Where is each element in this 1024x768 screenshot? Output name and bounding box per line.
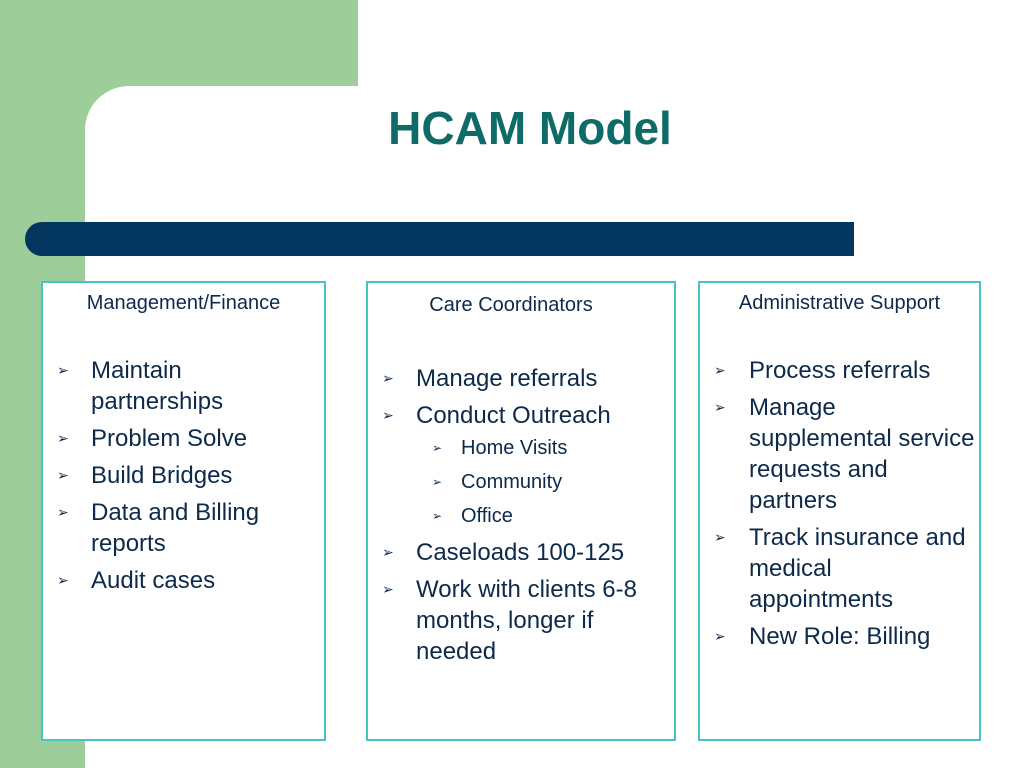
list-item	[43, 565, 320, 596]
arrow-bullet-icon: ➢	[432, 441, 443, 455]
list-item	[700, 355, 975, 386]
arrow-bullet-icon: ➢	[714, 628, 726, 644]
arrow-bullet-icon: ➢	[432, 475, 443, 489]
list-item	[43, 497, 320, 559]
arrow-bullet-icon: ➢	[714, 529, 726, 545]
bullet-list	[700, 355, 975, 658]
list-item-text: Problem Solve	[91, 425, 248, 452]
sub-list-item-text: Community	[461, 471, 563, 493]
list-item-text: Maintain partnerships	[91, 357, 224, 415]
bullet-list	[368, 363, 670, 673]
list-item	[368, 574, 670, 667]
arrow-bullet-icon: ➢	[714, 362, 726, 378]
arrow-bullet-icon: ➢	[57, 362, 69, 378]
list-item-text: Data and Billing reports	[91, 499, 260, 557]
arrow-bullet-icon: ➢	[57, 504, 69, 520]
list-item-text: Work with clients 6-8 months, longer if needed	[416, 576, 637, 665]
list-item-text: Caseloads 100-125	[416, 539, 625, 566]
sub-list-item	[416, 503, 670, 530]
list-item-text: Conduct Outreach	[416, 402, 611, 429]
list-item-text: Manage referrals	[416, 365, 598, 392]
list-item	[43, 423, 320, 454]
title-divider-bar	[25, 222, 854, 256]
arrow-bullet-icon: ➢	[57, 430, 69, 446]
list-item-text: Audit cases	[91, 567, 216, 594]
list-item	[700, 621, 975, 652]
arrow-bullet-icon: ➢	[382, 407, 394, 423]
slide-title: HCAM Model	[388, 102, 672, 154]
arrow-bullet-icon: ➢	[57, 467, 69, 483]
arrow-bullet-icon: ➢	[57, 572, 69, 588]
column-management-finance	[41, 281, 326, 741]
arrow-bullet-icon: ➢	[432, 509, 443, 523]
sub-list-item	[416, 435, 670, 462]
list-item-text: Manage supplemental service requests and partners	[749, 394, 975, 514]
bullet-list	[43, 355, 320, 602]
arrow-bullet-icon: ➢	[382, 544, 394, 560]
list-item	[700, 392, 975, 516]
top-white-area	[358, 0, 1024, 86]
list-item-text: Track insurance and medical appointments	[749, 524, 966, 613]
sub-list-item-text: Home Visits	[461, 437, 568, 459]
list-item-text: Process referrals	[749, 357, 931, 384]
column-header: Management/Finance	[86, 292, 281, 314]
sub-list-item	[416, 469, 670, 496]
arrow-bullet-icon: ➢	[714, 399, 726, 415]
list-item	[700, 522, 975, 615]
sub-list-item-text: Office	[461, 505, 513, 527]
sub-bullet-list	[416, 435, 670, 530]
arrow-bullet-icon: ➢	[382, 370, 394, 386]
column-header: Care Coordinators	[429, 294, 593, 316]
column-administrative-support	[698, 281, 981, 741]
column-care-coordinators	[366, 281, 676, 741]
list-item-text: Build Bridges	[91, 462, 233, 489]
list-item-text: New Role: Billing	[749, 623, 931, 650]
list-item	[368, 537, 670, 568]
list-item	[368, 363, 670, 394]
list-item	[43, 460, 320, 491]
column-header: Administrative Support	[738, 292, 941, 314]
arrow-bullet-icon: ➢	[382, 581, 394, 597]
list-item	[368, 400, 670, 530]
list-item	[43, 355, 320, 417]
